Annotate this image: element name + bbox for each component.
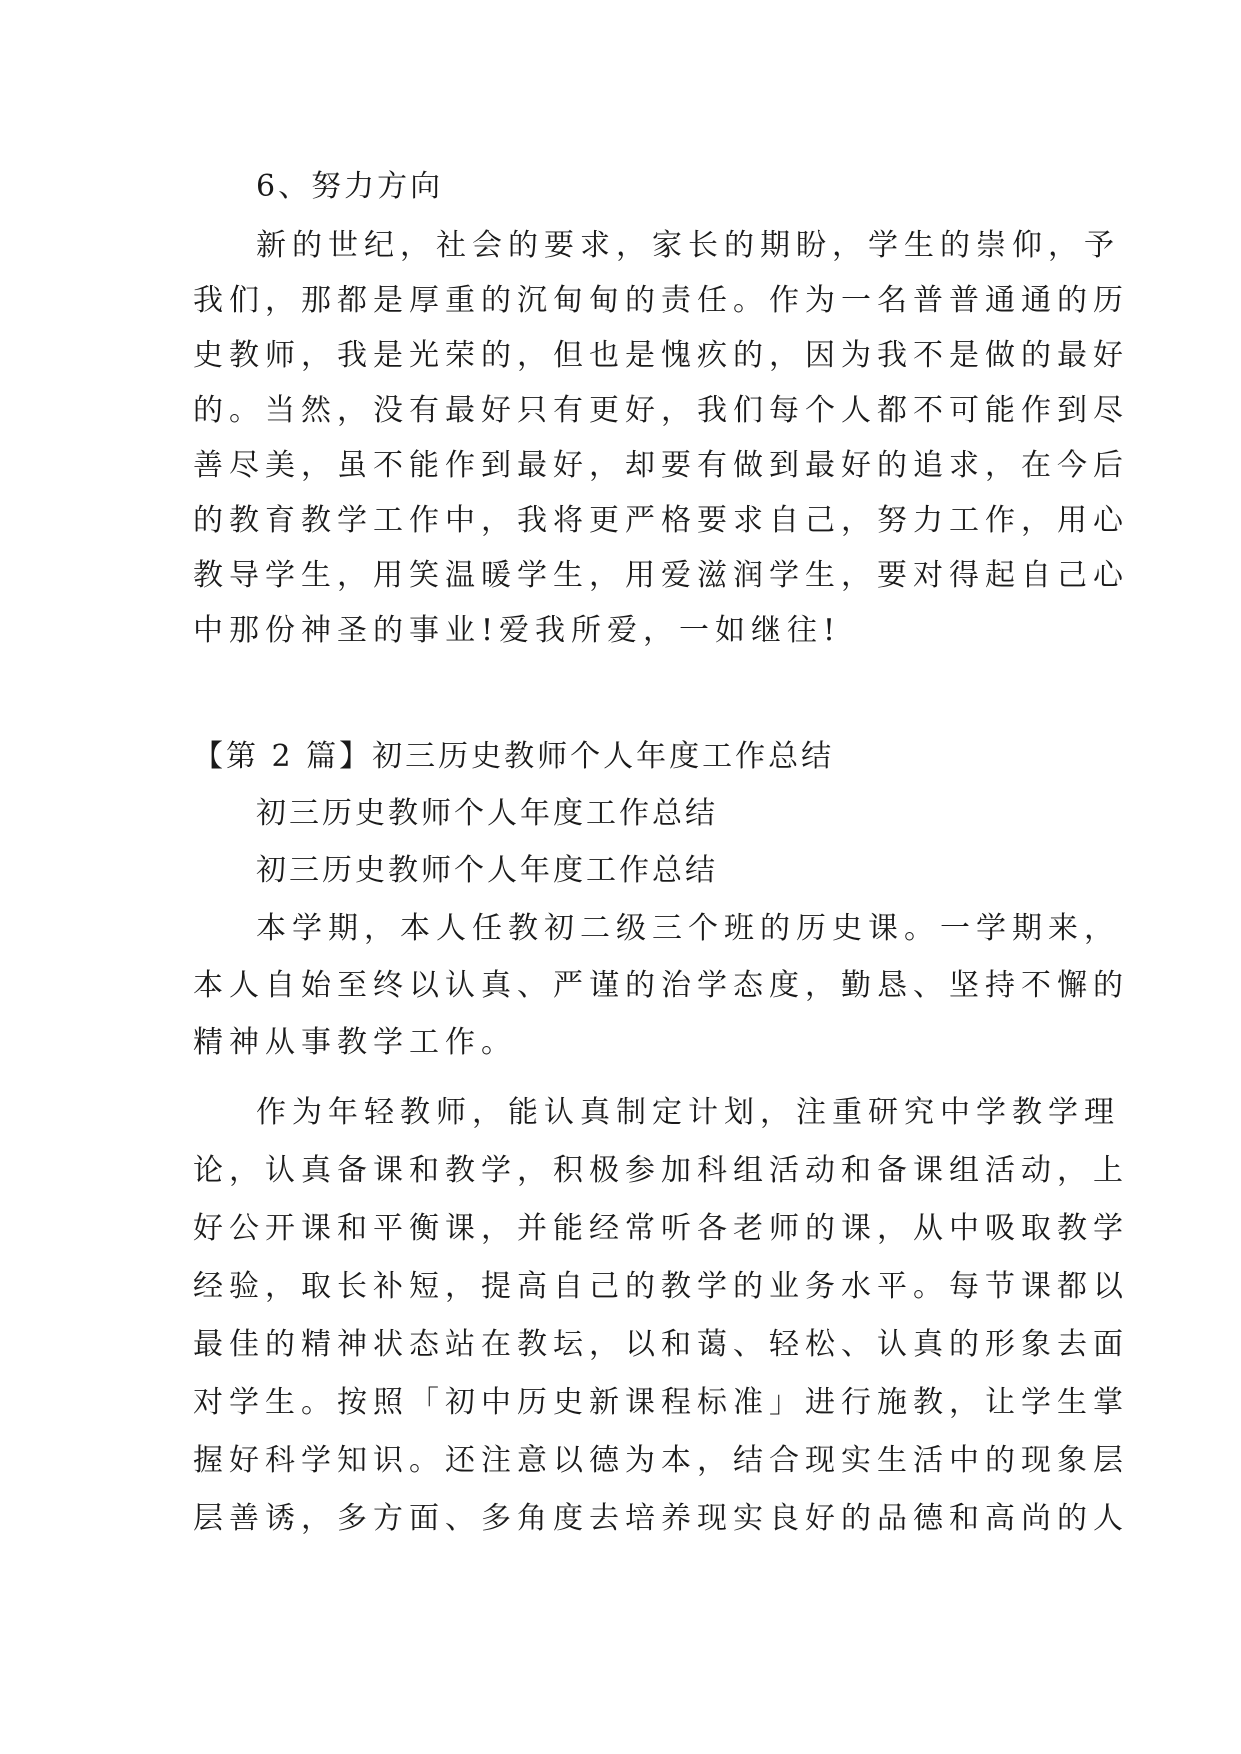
paragraph-line: 握好科学知识。还注意以德为本，结合现实生活中的现象层 [193, 1443, 1129, 1478]
paragraph-line: 的教育教学工作中，我将更严格要求自己，努力工作，用心 [193, 503, 1129, 538]
article-heading: 【第 2 篇】初三历史教师个人年度工作总结 [193, 739, 835, 774]
paragraph-line: 层善诱，多方面、多角度去培养现实良好的品德和高尚的人 [193, 1501, 1129, 1536]
paragraph-line: 的。当然，没有最好只有更好，我们每个人都不可能作到尽 [193, 393, 1129, 428]
article-subtitle: 初三历史教师个人年度工作总结 [256, 853, 718, 888]
paragraph-line: 精神从事教学工作。 [193, 1025, 517, 1060]
paragraph-line: 中那份神圣的事业!爱我所爱，一如继往! [193, 613, 842, 648]
paragraph-line: 好公开课和平衡课，并能经常听各老师的课，从中吸取教学 [193, 1211, 1129, 1246]
paragraph-line: 我们，那都是厚重的沉甸甸的责任。作为一名普普通通的历 [193, 283, 1129, 318]
paragraph-line: 史教师，我是光荣的，但也是愧疚的，因为我不是做的最好 [193, 338, 1129, 373]
paragraph-line: 作为年轻教师，能认真制定计划，注重研究中学教学理 [256, 1095, 1120, 1130]
paragraph-line: 本学期，本人任教初二级三个班的历史课。一学期来， [256, 911, 1120, 946]
paragraph-line: 对学生。按照「初中历史新课程标准」进行施教，让学生掌 [193, 1385, 1129, 1420]
paragraph-line: 论，认真备课和教学，积极参加科组活动和备课组活动，上 [193, 1153, 1129, 1188]
paragraph-line: 最佳的精神状态站在教坛，以和蔼、轻松、认真的形象去面 [193, 1327, 1129, 1362]
section-heading: 6、努力方向 [256, 169, 444, 204]
article-subtitle: 初三历史教师个人年度工作总结 [256, 796, 718, 831]
paragraph-line: 新的世纪，社会的要求，家长的期盼，学生的崇仰，予 [256, 228, 1120, 263]
paragraph-line: 教导学生，用笑温暖学生，用爱滋润学生，要对得起自己心 [193, 558, 1129, 593]
paragraph-line: 本人自始至终以认真、严谨的治学态度，勤恳、坚持不懈的 [193, 968, 1129, 1003]
paragraph-line: 经验，取长补短，提高自己的教学的业务水平。每节课都以 [193, 1269, 1129, 1304]
paragraph-line: 善尽美，虽不能作到最好，却要有做到最好的追求，在今后 [193, 448, 1129, 483]
